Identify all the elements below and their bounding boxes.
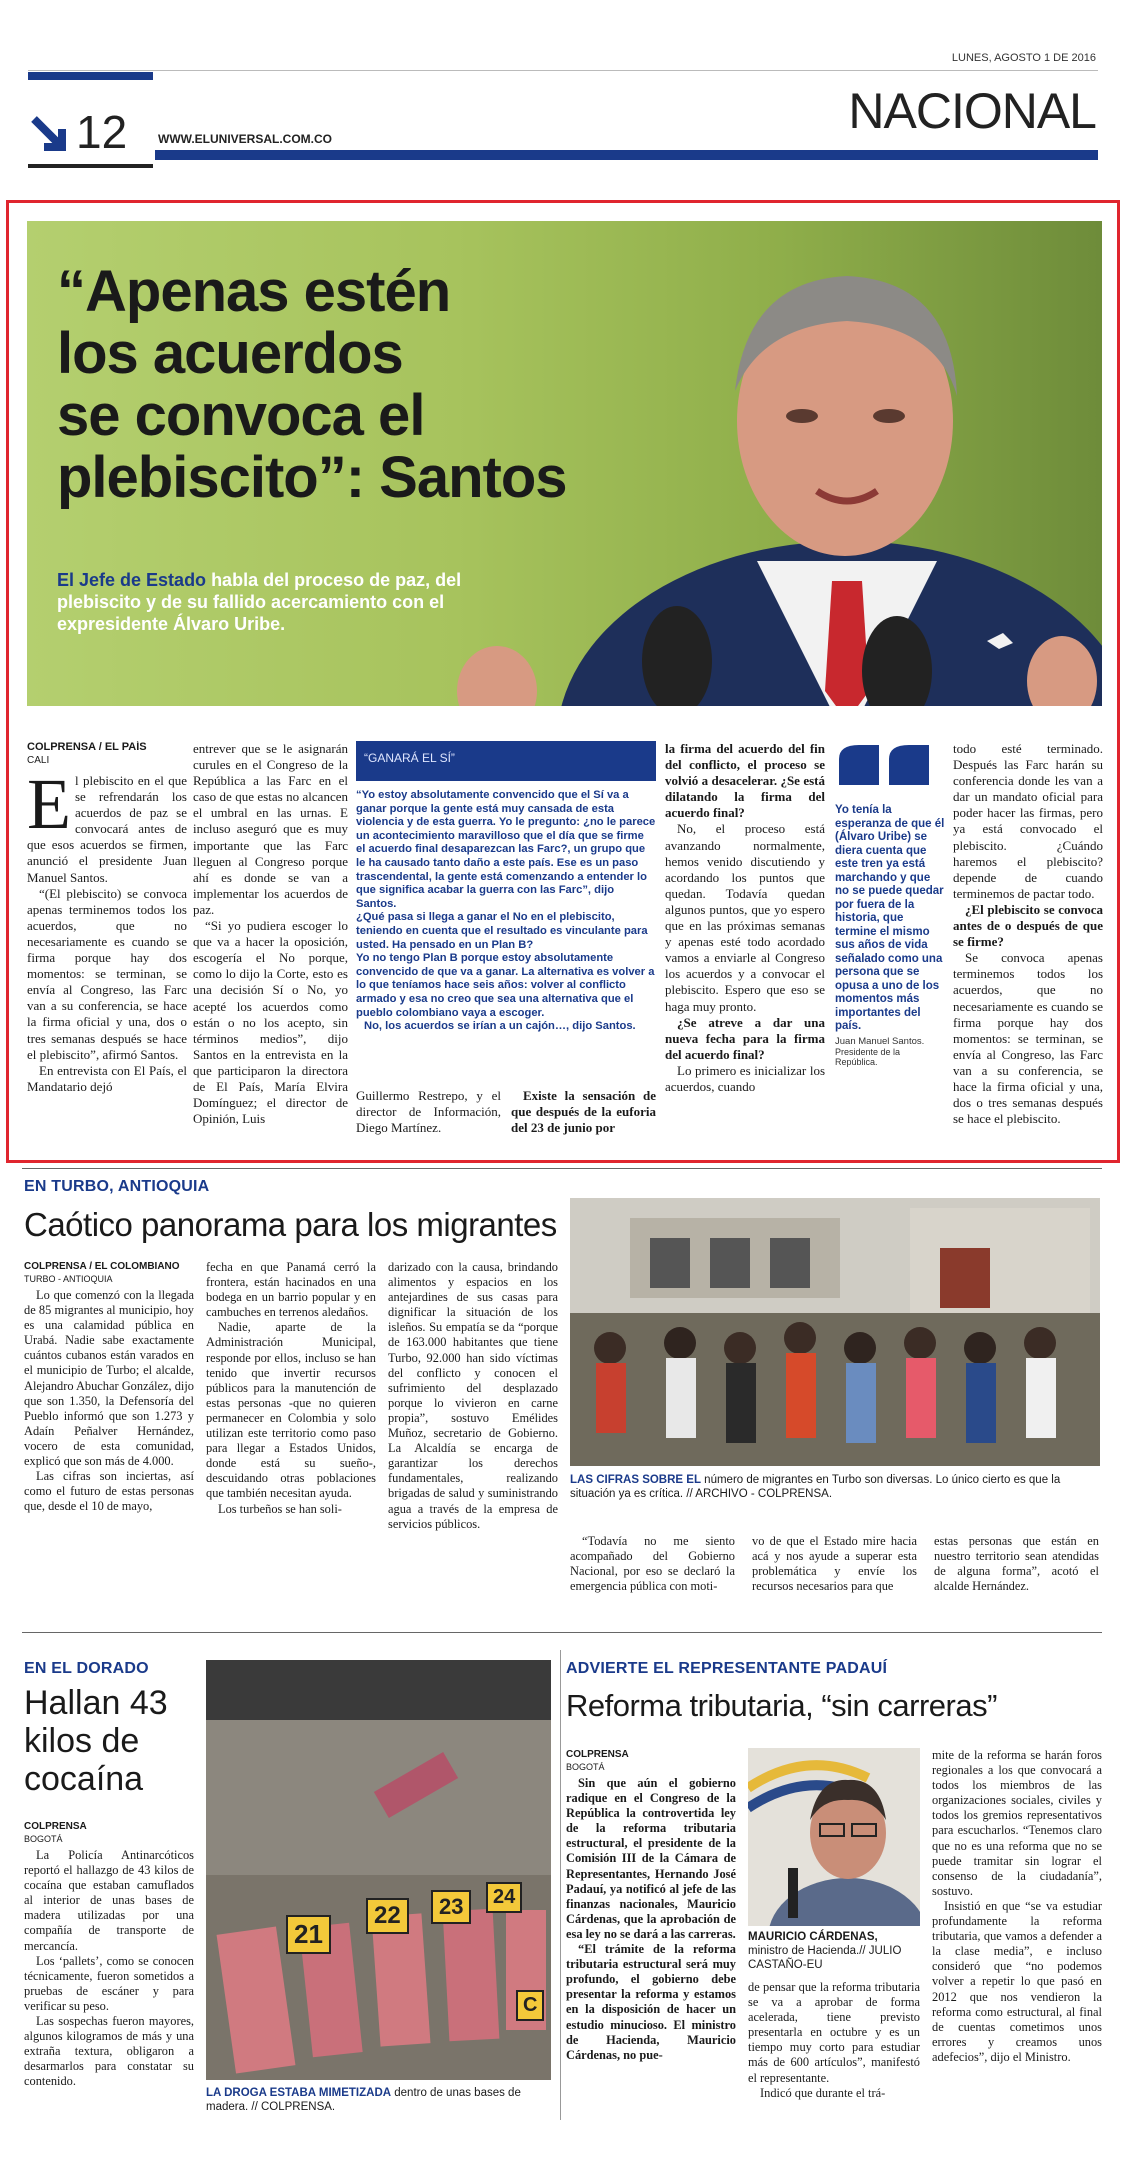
cocaine-kicker: EN EL DORADO [24, 1660, 149, 1677]
headline-line: kilos de [24, 1722, 140, 1760]
paragraph: Yo no tengo Plan B porque estoy absolutamente convencido de que va a ganar. La alternativa es volver a lo que teníamos hace seis años: volver al conflicto armado y esa no creo que sea una alternativa que el pueblo colombiano vaya a escoger. [356, 952, 655, 1019]
migrants-headline: Caótico panorama para los migrantes [24, 1206, 557, 1243]
cardenas-caption [748, 1930, 920, 1972]
paragraph: Las sospechas fueron mayores, algunos kilogramos de más y una extraña textura, obligaron a desarmarlos para constatar su contenido. [24, 2014, 194, 2089]
migrants-kicker: EN TURBO, ANTIOQUIA [24, 1178, 210, 1195]
deck-lead: El Jefe de Estado [57, 570, 207, 590]
tax-kicker: ADVIERTE EL REPRESENTANTE PADAUÍ [566, 1660, 888, 1677]
migrants-col-1 [24, 1260, 194, 1605]
paragraph: ¿Qué pasa si llega a ganar el No en el plebiscito, teniendo en cuenta que el resultado es vinculante para usted. Ha pensado en un Plan B? [356, 911, 648, 951]
paragraph: todo esté terminado. Después las Farc harán su conferencia donde les van a dar un mandato oficial para poder hacer las firmas, pero ya está convocado el plebiscito. ¿Cuándo haremos el plebiscito? depende de cuando terminemos de pactar todo. [953, 741, 1103, 901]
headline-line: los acuerdos [57, 321, 403, 386]
evidence-marker: 23 [431, 1890, 471, 1924]
evidence-marker: 22 [366, 1898, 409, 1934]
migrants-photo [570, 1198, 1100, 1466]
migrants-col-2 [206, 1260, 376, 1605]
tax-headline: Reforma tributaria, “sin carreras” [566, 1688, 997, 1723]
question: ¿Se atreve a dar una nueva fecha para la firma del acuerdo final? [665, 1014, 825, 1062]
sidebar-label: “GANARÁ EL SÍ” [356, 741, 656, 781]
sidebar-text [356, 789, 656, 1034]
paragraph: fecha en que Panamá cerró la frontera, están hacinados en una bodega en un barrio popular y en cambuches en terrenos aledaños. [206, 1260, 376, 1320]
paragraph: “Si yo pudiera escoger lo que va a hacer la oposición, escogería el No porque, como lo dijo la Corte, esto es una decisión Sí o No, yo acepté los acuerdos como están o no los acepto, sin términos medios”, dijo Santos en la entrevista en la que participaron la directora de El País, María Elvira Domínguez; el director de Opinión, Luis [193, 918, 348, 1127]
paragraph: mite de la reforma se harán foros regionales a los que convocará a todos los miembros de las organizaciones sociales, civiles y todos los gremios representativos para escucharlos. “Tenemos claro que no es una reforma que no se puede tramitar sin lograr el consenso de la ciudadanía”, sostuvo. [932, 1748, 1102, 1898]
pull-quote-attribution: Juan Manuel Santos. [835, 1035, 925, 1047]
byline: COLPRENSA [24, 1821, 87, 1832]
ganara-el-si-box [356, 741, 656, 1051]
byline: COLPRENSA [566, 1749, 629, 1760]
cocaine-photo [206, 1660, 551, 2080]
headline-line: “Apenas estén [57, 259, 451, 324]
paragraph: No, el proceso está avanzando normalmente, hemos venido discutiendo y acordando los puntos que quedan. Todavía quedan algunos puntos, que yo espero que en las próximas semanas y apenas esté todo acordado vamos a enviarle al Congreso los acuerdos y a convocar el plebiscito. Espero que eso se haga muy pronto. [665, 821, 825, 1014]
page-number: 12 [76, 106, 128, 158]
paragraph: En entrevista con El País, el Mandatario dejó [27, 1062, 187, 1094]
tax-story [566, 1660, 1102, 2130]
paragraph: entrever que se le asignarán curules en el Congreso de la República a las Farc en el caso de que estas no alcancen el umbral en las urnas. E incluso aseguró que es muy importante que las Farc lleguen al Congreso porque ahí es donde se van a implementar los acuerdos de paz. [193, 741, 348, 917]
paragraph: Las cifras son inciertas, así como el futuro de estas personas que, desde el 10 de mayo, [24, 1469, 194, 1514]
caption-lead: LAS CIFRAS SOBRE EL [570, 1474, 701, 1486]
page-header [0, 0, 1138, 175]
drop-cap: E [27, 764, 71, 844]
paragraph: Los ‘pallets’, como se conocen técnicamente, fueron sometidos a pruebas de escáner y para verificar su peso. [24, 1953, 194, 2013]
question: la firma del acuerdo del fin del conflicto, el proceso se volvió a desacelerar. ¿Se está dilatando la firma del acuerdo final? [665, 741, 825, 821]
santos-photo [27, 221, 1102, 706]
paragraph: “El trámite de la reforma tributaria estructural será muy profundo, el gobierno debe presentar la reforma y estamos en la disposición de hacer un estudio minucioso. El ministro de Hacienda, Mauricio Cárdenas, no pue- [566, 1942, 736, 2062]
arrow-icon [30, 111, 72, 153]
deck-text: habla del proceso de paz, del plebiscito y de su fallido acercamiento con el expresidente Álvaro Uribe. [57, 570, 462, 634]
lead-col-4 [665, 741, 825, 1156]
paragraph: darizado con la causa, brindando alimentos y espacios en los antejardines de sus casas para dignificar la situación de los isleños. Su empatía se da “porque de 163.000 habitantes que tiene Turbo, 92.000 han sido víctimas del conflicto y conocen el sufrimiento del desplazado porque lo vivieron en carne propia”, sostuvo Emélides Muñoz, secretario de Gobierno. La Alcaldía se encarga de garantizar los derechos fundamentales, realizando brigadas de salud y suministrando agua a través de la empresa de servicios públicos. [388, 1260, 558, 1531]
pull-quote-role: Presidente de la República. [835, 1046, 901, 1067]
tax-col-1 [566, 1748, 736, 2126]
paragraph: de pensar que la reforma tributaria se va a aprobar de forma acelerada, tiene previsto presentarla en octubre y es un tiempo muy corto para estudiar más de 600 artículos”, manifestó el representante. [748, 1980, 920, 2085]
section-name: NACIONAL [848, 83, 1096, 139]
paragraph: Sin que aún el gobierno radique en el Congreso de la República la controvertida ley de la reforma tributaria estructural, el presidente de la Comisión III de la Cámara de Representantes, Hernando José Padauí, ya notificó al jefe de las finanzas nacionales, Mauricio Cárdenas, que la aprobación de esa ley no se dará a las carreras. [566, 1776, 736, 1941]
paragraph: Se convoca apenas terminemos todos los acuerdos, que no necesariamente es cuando se firma porque hay dos momentos: se terminan, se envía al Congreso, las Farc van a su conferencia, se hace la firma oficial y una, dos o tres semanas después se hace el plebiscito. [953, 950, 1103, 1127]
paragraph: Nadie, aparte de la Administración Municipal, responde por ellos, incluso se han tenido que invertir recursos públicos para la manutención de estas personas -que no quieren permanecer en Colombia y solo utilizan este territorio como paso para llegar a Estados Unidos, donde está su sueño-, descuidando otras poblaciones que también necesitan ayuda. [206, 1320, 376, 1501]
headline-line: Hallan 43 [24, 1684, 168, 1722]
lead-col-6 [953, 741, 1103, 1156]
migrants-col-4: “Todavía no me siento acompañado del Gobierno Nacional, por eso se declaró la emergencia pública con moti- [570, 1534, 735, 1594]
byline: COLPRENSA / EL PAÍS [27, 741, 147, 753]
lead-col-2 [193, 741, 348, 1156]
pull-quote [835, 741, 945, 1071]
dateline: BOGOTÁ [24, 1834, 63, 1844]
cocaine-headline [24, 1684, 168, 1798]
paragraph: “Yo estoy absolutamente convencido que el Sí va a ganar porque la gente está muy cansada de esta violencia y de esta guerra. Yo le pregunto: ¿no le parece un acontecimiento maravilloso que el día que se firme el acuerdo final desaparezcan las Farc?, un grupo que le ha causado tanto daño a este país. Ese es un paso trascendental, la gente está comenzando a entender lo que significa acabar la guerra con las Farc”, dijo Santos. [356, 789, 656, 910]
dateline: CALI [27, 755, 50, 766]
cocaine-caption [206, 2086, 551, 2114]
tax-col-2 [748, 1980, 920, 2126]
lead-col-3a: Guillermo Restrepo, y el director de Información, Diego Martínez. [356, 1088, 501, 1136]
caption-text: ministro de Hacienda.// JULIO CASTAÑO-EU [748, 1945, 902, 1971]
lead-story [6, 200, 1120, 1163]
cocaine-body [24, 1820, 194, 2125]
paragraph: Lo que comenzó con la llegada de 85 migrantes al municipio, hoy es una calamidad pública en Urabá. Nadie sabe exactamente cuántos cubanos están varados en el municipio de Turbo; el alcalde, Alejandro Abuchar González, dijo que son 1.350, la Defensoría del Pueblo informó que son 1.273 y Adaín Peñalver Hernández, vocero de esta comunidad, explicó que son más de 4.000. [24, 1288, 194, 1469]
crowd-photo-illustration [570, 1198, 1100, 1466]
evidence-marker: C [516, 1990, 544, 2021]
caption-lead: MAURICIO CÁRDENAS, [748, 1931, 878, 1943]
headline-line: cocaína [24, 1760, 144, 1798]
cocaine-story [22, 1660, 552, 2130]
evidence-marker: 21 [286, 1915, 331, 1954]
migrants-caption [570, 1473, 1100, 1501]
headline-line: se convoca el [57, 383, 425, 448]
paragraph: l plebiscito en el que se refrendarán los acuerdos de paz se convocará antes de que esos acuerdos se firmen, anunció el presidente Juan Manuel Santos. [27, 773, 187, 885]
evidence-marker: 24 [486, 1882, 522, 1913]
paragraph: No, los acuerdos se irían a un cajón…, dijo Santos. [364, 1020, 636, 1033]
question: ¿El plebiscito se convoca antes de o después de que se firme? [953, 901, 1103, 950]
paragraph: Insistió en que “se va estudiar profundamente la reforma tributaria, que vamos a defender a la clase media”, e incluso consideró que “no podemos volver a repetir lo que pasó en 2012 que nos vendieron la reforma como estructural, al final de cuentas cometimos unos errores y creamos unos adefecios”, dijo el Ministro. [932, 1898, 1102, 2064]
dateline: BOGOTÁ [566, 1762, 605, 1772]
paragraph: La Policía Antinarcóticos reportó el hallazgo de 43 kilos de cocaína que estaban camuflados al interior de unas bases de madera utilizadas por una compañía de transporte de mercancía. [24, 1848, 194, 1953]
caption-text: número de migrantes en Turbo son diversas. Lo único cierto es que la situación ya es crítica. // ARCHIVO - COLPRENSA. [570, 1474, 1061, 1500]
cocaine-photo-illustration [206, 1660, 551, 2080]
cardenas-photo-illustration [748, 1748, 920, 1926]
migrants-col-3 [388, 1260, 558, 1605]
paragraph: “(El plebiscito) se convoca apenas terminemos todos los acuerdos, que no necesariamente es cuando se firma porque hay dos momentos: se terminan, se envía al Congreso, las Farc van a su conferencia, se hace la firma oficial y una, dos o tres semanas después se hace el plebiscito”, afirmó Santos. [27, 885, 187, 1062]
caption-lead: LA DROGA ESTABA MIMETIZADA [206, 2087, 392, 2099]
tax-col-3 [932, 1748, 1102, 2126]
paragraph: Indicó que durante el trá- [760, 2085, 886, 2100]
headline-line: plebiscito”: Santos [57, 445, 567, 510]
migrants-col-6: estas personas que están en nuestro territorio sean atendidas de alguna forma”, acotó el alcalde Hernández. [934, 1534, 1099, 1594]
lead-col-3b: Existe la sensación de que después de la euforia del 23 de junio por [511, 1088, 656, 1136]
caption-text: dentro de unas bases de madera. // COLPRENSA. [206, 2087, 521, 2113]
issue-date: LUNES, AGOSTO 1 DE 2016 [951, 52, 1096, 64]
lead-headline [57, 261, 567, 509]
website-link[interactable]: WWW.ELUNIVERSAL.COM.CO [158, 132, 332, 146]
lead-col-1 [27, 741, 187, 1156]
migrants-story [22, 1178, 1102, 1618]
paragraph: Los turbeños se han soli- [218, 1501, 342, 1516]
pull-quote-text: Yo tenía la esperanza de que él (Álvaro Uribe) se diera cuenta que este tren ya está marchando y que no se puede quedar por fuera de la historia, que termine el mismo sus años de vida señalado como una persona que se opusa a uno de los momentos más importantes del país. [835, 804, 945, 1032]
dateline: TURBO - ANTIOQUIA [24, 1274, 113, 1284]
paragraph: Lo primero es inicializar los acuerdos, cuando [665, 1062, 825, 1094]
cardenas-photo [748, 1748, 920, 1926]
byline: COLPRENSA / EL COLOMBIANO [24, 1261, 180, 1272]
migrants-col-5: vo de que el Estado mire hacia acá y nos ayude a superar esta problemática y envíe los recursos necesarios para que [752, 1534, 917, 1594]
page-number-block [28, 105, 153, 165]
lead-deck [57, 569, 497, 635]
quote-mark-icon [835, 741, 935, 789]
